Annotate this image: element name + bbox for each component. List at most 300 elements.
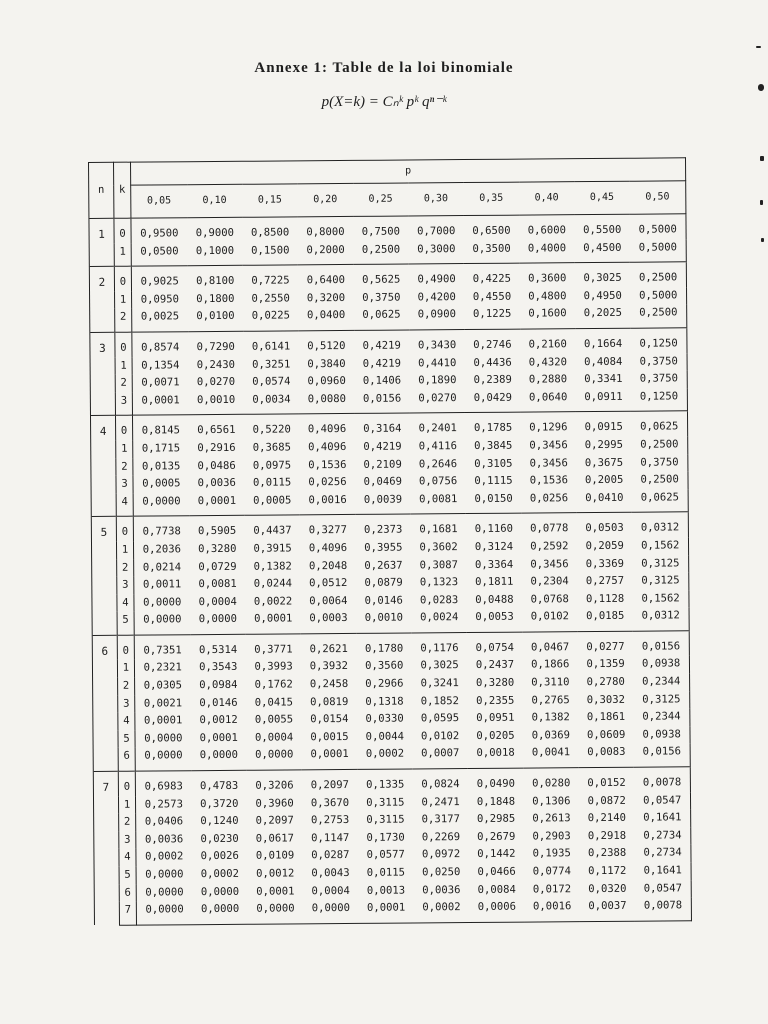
probability-cell: 0,2573 bbox=[144, 797, 184, 811]
probability-cell: 0,0415 bbox=[254, 696, 294, 709]
probability-cell: 0,0001 bbox=[141, 394, 180, 407]
probability-cell: 0,0064 bbox=[309, 594, 348, 607]
probability-cell: 0,5314 bbox=[190, 634, 246, 660]
probability-cell: 0,0250 bbox=[422, 866, 461, 879]
probability-cell: 0,2344 bbox=[633, 673, 689, 691]
probability-cell: 0,0084 bbox=[477, 883, 516, 896]
probability-cell: 0,0016 bbox=[524, 898, 580, 922]
edge-mark bbox=[756, 46, 761, 48]
probability-cell: 0,4219 bbox=[354, 330, 410, 356]
k-cell: 1 bbox=[115, 357, 132, 375]
probability-cell: 0,3110 bbox=[531, 676, 570, 689]
table-group bbox=[89, 214, 686, 267]
probability-cell: 0,2500 bbox=[632, 471, 688, 489]
header-n: n bbox=[89, 162, 114, 218]
probability-cell: 0,3675 bbox=[584, 456, 624, 469]
probability-cell: 0,1160 bbox=[466, 513, 522, 539]
probability-cell: 0,4783 bbox=[191, 770, 247, 796]
probability-cell: 0,3124 bbox=[474, 540, 514, 553]
probability-cell: 0,1500 bbox=[251, 244, 290, 257]
probability-cell: 0,7225 bbox=[243, 265, 299, 291]
probability-cell: 0,4437 bbox=[245, 515, 301, 541]
probability-cell: 0,9500 bbox=[131, 218, 187, 244]
k-cell: 5 bbox=[118, 730, 135, 748]
probability-cell: 0,0000 bbox=[144, 732, 183, 745]
probability-cell: 0,1225 bbox=[472, 308, 512, 321]
probability-cell: 0,2160 bbox=[520, 329, 576, 355]
probability-cell: 0,1800 bbox=[196, 292, 235, 305]
probability-cell: 0,0018 bbox=[476, 747, 515, 760]
probability-cell: 0,2304 bbox=[530, 575, 569, 588]
probability-cell: 0,3200 bbox=[306, 291, 346, 305]
k-cell: 4 bbox=[119, 849, 136, 867]
k-cell: 2 bbox=[117, 559, 134, 577]
k-cell: 2 bbox=[116, 458, 133, 476]
n-cell: 3 bbox=[90, 332, 116, 416]
probability-cell: 0,0469 bbox=[363, 475, 402, 488]
probability-cell: 0,0756 bbox=[418, 475, 458, 488]
probability-cell: 0,0305 bbox=[143, 679, 183, 692]
probability-cell: 0,0640 bbox=[528, 390, 568, 404]
probability-cell: 0,2140 bbox=[587, 812, 627, 825]
probability-cell: 0,0156 bbox=[634, 744, 690, 768]
probability-cell: 0,0270 bbox=[418, 391, 457, 405]
probability-cell: 0,8500 bbox=[242, 217, 298, 243]
probability-cell: 0,0053 bbox=[475, 610, 514, 624]
probability-cell: 0,0150 bbox=[474, 492, 513, 505]
probability-cell: 0,0277 bbox=[578, 631, 634, 657]
probability-cell: 0,6500 bbox=[464, 215, 520, 241]
probability-cell: 0,8574 bbox=[132, 332, 188, 358]
probability-cell: 0,0000 bbox=[145, 868, 184, 881]
probability-cell: 0,2344 bbox=[634, 709, 690, 727]
probability-cell: 0,3845 bbox=[474, 439, 513, 452]
k-cell: 3 bbox=[119, 831, 136, 849]
k-cell: 1 bbox=[115, 291, 132, 309]
probability-cell: 0,0024 bbox=[420, 611, 459, 624]
probability-cell: 0,2388 bbox=[587, 847, 627, 860]
probability-cell: 0,0577 bbox=[366, 848, 405, 862]
n-cell: 1 bbox=[89, 218, 114, 266]
probability-cell: 0,0000 bbox=[198, 613, 238, 626]
probability-cell: 0,3560 bbox=[365, 660, 404, 673]
probability-cell: 0,3960 bbox=[255, 797, 294, 810]
probability-cell: 0,0013 bbox=[366, 884, 406, 897]
probability-cell: 0,0280 bbox=[523, 768, 579, 794]
k-cell: 1 bbox=[116, 441, 133, 459]
binomial-table bbox=[88, 157, 692, 925]
header-k: k bbox=[114, 162, 131, 218]
probability-cell: 0,0595 bbox=[420, 712, 460, 725]
probability-cell: 0,0467 bbox=[522, 632, 578, 658]
probability-cell: 0,0900 bbox=[417, 308, 457, 321]
probability-cell: 0,3602 bbox=[419, 541, 458, 554]
probability-cell: 0,0312 bbox=[632, 512, 688, 538]
probability-cell: 0,5625 bbox=[353, 264, 409, 290]
probability-cell: 0,0312 bbox=[633, 608, 689, 632]
probability-cell: 0,0000 bbox=[144, 749, 183, 763]
probability-cell: 0,0100 bbox=[196, 310, 235, 323]
probability-cell: 0,0146 bbox=[199, 696, 238, 709]
probability-cell: 0,0152 bbox=[579, 767, 635, 793]
probability-cell: 0,2985 bbox=[476, 812, 516, 826]
probability-cell: 0,0004 bbox=[311, 884, 350, 897]
probability-cell: 0,0819 bbox=[309, 695, 349, 708]
probability-cell: 0,0768 bbox=[530, 592, 569, 606]
edge-mark bbox=[760, 156, 764, 161]
k-cell: 0 bbox=[116, 516, 133, 541]
probability-cell: 0,3915 bbox=[253, 542, 292, 555]
probability-cell: 0,0429 bbox=[473, 391, 513, 404]
p-value-header: 0,35 bbox=[463, 182, 519, 215]
probability-cell: 0,0000 bbox=[200, 885, 240, 898]
probability-cell: 0,0156 bbox=[362, 392, 402, 405]
probability-cell: 0,3750 bbox=[632, 454, 688, 472]
probability-cell: 0,3341 bbox=[584, 372, 623, 386]
probability-cell: 0,0225 bbox=[251, 309, 290, 323]
probability-cell: 0,0115 bbox=[366, 866, 406, 879]
probability-cell: 0,8000 bbox=[298, 216, 354, 242]
probability-cell: 0,0911 bbox=[584, 390, 623, 403]
probability-cell: 0,4225 bbox=[464, 263, 520, 289]
probability-cell: 0,0984 bbox=[199, 678, 238, 692]
probability-cell: 0,0466 bbox=[477, 865, 516, 878]
probability-cell: 0,1442 bbox=[477, 848, 516, 861]
probability-cell: 0,2734 bbox=[635, 827, 691, 845]
probability-cell: 0,7000 bbox=[408, 216, 464, 242]
k-cell: 2 bbox=[115, 375, 132, 393]
probability-cell: 0,0824 bbox=[413, 769, 469, 795]
probability-cell: 0,0021 bbox=[143, 696, 183, 710]
probability-cell: 0,3456 bbox=[529, 439, 568, 452]
probability-cell: 0,3955 bbox=[364, 541, 403, 554]
probability-cell: 0,2550 bbox=[251, 292, 290, 305]
probability-cell: 0,1536 bbox=[308, 458, 347, 471]
k-cell: 5 bbox=[117, 612, 134, 635]
page-title: Annexe 1: Table de la loi binomiale bbox=[254, 60, 514, 76]
probability-cell: 0,3840 bbox=[307, 357, 346, 370]
probability-cell: 0,0609 bbox=[586, 728, 626, 741]
probability-cell: 0,0146 bbox=[364, 594, 403, 607]
probability-cell: 0,1296 bbox=[521, 412, 577, 438]
probability-cell: 0,2880 bbox=[528, 373, 568, 386]
table-group bbox=[93, 767, 691, 925]
edge-mark bbox=[760, 200, 763, 205]
probability-cell: 0,0000 bbox=[192, 901, 248, 925]
probability-cell: 0,2918 bbox=[587, 829, 627, 842]
p-value-header: 0,15 bbox=[242, 184, 298, 217]
probability-cell: 0,0938 bbox=[633, 656, 689, 674]
probability-cell: 0,1250 bbox=[631, 328, 687, 354]
probability-cell: 0,7351 bbox=[134, 635, 190, 661]
probability-cell: 0,0960 bbox=[307, 375, 346, 388]
probability-cell: 0,3164 bbox=[355, 413, 411, 439]
probability-cell: 0,2757 bbox=[585, 574, 625, 588]
probability-cell: 0,0037 bbox=[580, 898, 636, 922]
probability-cell: 0,3177 bbox=[421, 813, 460, 826]
probability-cell: 0,1866 bbox=[531, 658, 570, 672]
probability-cell: 0,0185 bbox=[586, 610, 625, 623]
probability-cell: 0,0729 bbox=[198, 560, 237, 573]
probability-cell: 0,0034 bbox=[252, 393, 291, 406]
probability-cell: 0,3369 bbox=[585, 557, 625, 570]
probability-cell: 0,3280 bbox=[475, 676, 515, 690]
p-value-header: 0,20 bbox=[297, 183, 353, 216]
probability-cell: 0,0025 bbox=[140, 310, 180, 323]
probability-cell: 0,0102 bbox=[530, 610, 570, 623]
probability-cell: 0,2321 bbox=[143, 661, 182, 675]
probability-cell: 0,3125 bbox=[634, 691, 690, 709]
probability-cell: 0,1382 bbox=[253, 559, 292, 573]
probability-cell: 0,5220 bbox=[244, 414, 300, 440]
probability-cell: 0,1240 bbox=[200, 815, 239, 828]
probability-cell: 0,3125 bbox=[633, 572, 689, 590]
p-value-header: 0,40 bbox=[519, 182, 575, 215]
probability-cell: 0,4219 bbox=[362, 357, 402, 370]
probability-cell: 0,1730 bbox=[366, 831, 405, 844]
table-group bbox=[89, 262, 686, 332]
probability-cell: 0,1176 bbox=[412, 632, 468, 658]
probability-cell: 0,0154 bbox=[310, 713, 349, 726]
probability-cell: 0,0007 bbox=[421, 747, 460, 760]
probability-cell: 0,6000 bbox=[519, 215, 575, 241]
probability-cell: 0,0081 bbox=[419, 492, 458, 506]
probability-cell: 0,4550 bbox=[472, 290, 512, 303]
probability-cell: 0,0036 bbox=[144, 833, 184, 846]
probability-cell: 0,2500 bbox=[630, 305, 686, 329]
table-row bbox=[94, 897, 691, 925]
probability-cell: 0,1354 bbox=[141, 358, 180, 372]
k-cell: 0 bbox=[117, 635, 134, 660]
probability-cell: 0,0011 bbox=[142, 578, 182, 591]
probability-cell: 0,0006 bbox=[469, 899, 525, 923]
probability-cell: 0,3456 bbox=[529, 456, 568, 470]
probability-cell: 0,4800 bbox=[528, 290, 567, 303]
probability-cell: 0,1406 bbox=[362, 374, 402, 388]
probability-cell: 0,6400 bbox=[298, 265, 354, 291]
probability-cell: 0,3670 bbox=[310, 796, 350, 809]
probability-cell: 0,3280 bbox=[198, 542, 237, 556]
probability-cell: 0,2005 bbox=[584, 473, 624, 487]
probability-cell: 0,0547 bbox=[635, 880, 691, 898]
probability-cell: 0,4116 bbox=[418, 440, 458, 453]
probability-cell: 0,0547 bbox=[634, 792, 690, 810]
probability-cell: 0,1250 bbox=[631, 388, 687, 412]
k-cell: 2 bbox=[115, 309, 132, 332]
probability-cell: 0,7290 bbox=[188, 331, 244, 357]
probability-cell: 0,2389 bbox=[473, 373, 512, 387]
probability-cell: 0,0975 bbox=[252, 458, 292, 472]
probability-cell: 0,3364 bbox=[474, 558, 514, 571]
probability-cell: 0,0488 bbox=[475, 593, 514, 606]
probability-cell: 0,4410 bbox=[418, 356, 457, 369]
probability-cell: 0,1306 bbox=[532, 794, 571, 808]
probability-cell: 0,0490 bbox=[468, 768, 524, 794]
probability-cell: 0,1128 bbox=[585, 592, 625, 605]
probability-cell: 0,3750 bbox=[631, 353, 687, 371]
probability-cell: 0,1715 bbox=[141, 442, 181, 455]
probability-cell: 0,3771 bbox=[246, 634, 302, 660]
k-cell: 0 bbox=[115, 332, 132, 357]
p-values-row bbox=[89, 181, 686, 219]
k-cell: 0 bbox=[115, 416, 132, 441]
probability-cell: 0,2097 bbox=[255, 814, 294, 827]
probability-cell: 0,0000 bbox=[143, 595, 182, 609]
probability-cell: 0,2753 bbox=[310, 814, 350, 827]
probability-cell: 0,2734 bbox=[635, 845, 691, 863]
probability-cell: 0,1000 bbox=[195, 244, 235, 257]
probability-cell: 0,0022 bbox=[253, 595, 293, 608]
probability-cell: 0,7500 bbox=[353, 216, 409, 242]
probability-cell: 0,4950 bbox=[583, 289, 622, 302]
probability-cell: 0,0256 bbox=[529, 491, 569, 505]
probability-cell: 0,1664 bbox=[575, 328, 631, 354]
probability-cell: 0,0005 bbox=[253, 494, 292, 507]
n-cell: 5 bbox=[91, 517, 117, 636]
p-value-header: 0,05 bbox=[131, 185, 187, 218]
probability-cell: 0,0872 bbox=[587, 794, 626, 807]
binomial-formula: p(X=k) = Cₙᵏ pᵏ qⁿ⁻ᵏ bbox=[321, 94, 447, 110]
probability-cell: 0,2000 bbox=[306, 243, 345, 256]
n-cell: 7 bbox=[93, 771, 119, 925]
probability-cell: 0,1600 bbox=[528, 307, 567, 320]
n-cell: 2 bbox=[89, 266, 115, 332]
probability-cell: 0,2025 bbox=[583, 307, 623, 320]
probability-cell: 0,0043 bbox=[311, 866, 350, 880]
probability-cell: 0,5905 bbox=[189, 516, 245, 542]
probability-cell: 0,1359 bbox=[586, 658, 625, 671]
probability-cell: 0,1562 bbox=[632, 537, 688, 555]
probability-cell: 0,0214 bbox=[142, 560, 182, 574]
probability-cell: 0,0400 bbox=[306, 309, 346, 322]
probability-cell: 0,2916 bbox=[197, 441, 236, 455]
k-cell: 3 bbox=[118, 695, 135, 713]
probability-cell: 0,0000 bbox=[303, 900, 359, 924]
probability-cell: 0,0574 bbox=[252, 375, 291, 388]
probability-cell: 0,2269 bbox=[421, 830, 461, 844]
k-cell: 3 bbox=[116, 476, 133, 494]
probability-cell: 0,0109 bbox=[255, 849, 295, 863]
probability-cell: 0,1681 bbox=[411, 514, 467, 540]
n-cell: 4 bbox=[90, 416, 116, 517]
probability-cell: 0,1641 bbox=[634, 810, 690, 828]
probability-cell: 0,3241 bbox=[420, 677, 459, 690]
probability-cell: 0,0287 bbox=[311, 849, 350, 862]
probability-cell: 0,1762 bbox=[254, 678, 293, 691]
probability-cell: 0,0015 bbox=[310, 730, 349, 744]
probability-cell: 0,4219 bbox=[363, 440, 402, 453]
probability-cell: 0,3025 bbox=[575, 262, 631, 288]
probability-cell: 0,4900 bbox=[409, 264, 465, 290]
probability-cell: 0,2437 bbox=[475, 659, 515, 672]
k-cell: 2 bbox=[118, 678, 135, 696]
probability-cell: 0,4436 bbox=[473, 356, 512, 369]
probability-cell: 0,2471 bbox=[421, 795, 460, 809]
table-group bbox=[92, 631, 690, 772]
probability-cell: 0,0625 bbox=[362, 308, 401, 322]
k-cell: 1 bbox=[114, 243, 131, 266]
probability-cell: 0,0036 bbox=[197, 476, 236, 490]
probability-cell: 0,9025 bbox=[131, 266, 187, 292]
probability-cell: 0,0951 bbox=[476, 711, 515, 725]
probability-cell: 0,0000 bbox=[255, 748, 294, 762]
probability-cell: 0,3032 bbox=[586, 693, 626, 706]
probability-cell: 0,3750 bbox=[362, 291, 401, 304]
probability-cell: 0,3277 bbox=[300, 515, 356, 541]
probability-cell: 0,0012 bbox=[256, 867, 295, 880]
probability-cell: 0,0004 bbox=[198, 595, 237, 608]
probability-cell: 0,2373 bbox=[355, 514, 411, 540]
probability-cell: 0,0078 bbox=[634, 767, 690, 793]
probability-cell: 0,0081 bbox=[198, 577, 237, 591]
probability-cell: 0,0003 bbox=[309, 612, 348, 625]
probability-cell: 0,0270 bbox=[196, 376, 236, 389]
probability-cell: 0,2621 bbox=[301, 633, 357, 659]
probability-cell: 0,0205 bbox=[476, 729, 515, 742]
probability-cell: 0,0369 bbox=[531, 729, 571, 742]
p-value-header: 0,45 bbox=[574, 181, 630, 214]
probability-cell: 0,0230 bbox=[200, 832, 239, 845]
probability-cell: 0,0010 bbox=[196, 393, 236, 406]
probability-cell: 0,0000 bbox=[136, 901, 192, 925]
probability-cell: 0,1852 bbox=[420, 694, 460, 708]
probability-cell: 0,0010 bbox=[364, 611, 404, 625]
k-cell: 0 bbox=[118, 771, 135, 796]
probability-cell: 0,0503 bbox=[577, 513, 633, 539]
probability-cell: 0,0002 bbox=[145, 850, 184, 863]
probability-cell: 0,0778 bbox=[521, 513, 577, 539]
probability-cell: 0,0156 bbox=[633, 631, 689, 657]
probability-cell: 0,2458 bbox=[309, 678, 349, 691]
probability-cell: 0,0915 bbox=[576, 412, 632, 438]
probability-cell: 0,2401 bbox=[410, 413, 466, 439]
probability-cell: 0,3115 bbox=[366, 813, 405, 827]
probability-cell: 0,0330 bbox=[365, 712, 404, 726]
probability-cell: 0,6561 bbox=[189, 415, 245, 441]
probability-cell: 0,0406 bbox=[144, 815, 184, 828]
probability-cell: 0,5000 bbox=[630, 239, 686, 263]
table-group bbox=[90, 411, 688, 517]
k-cell: 2 bbox=[119, 814, 136, 832]
probability-cell: 0,3025 bbox=[420, 659, 459, 672]
probability-cell: 0,1780 bbox=[356, 633, 412, 659]
probability-cell: 0,0625 bbox=[631, 411, 687, 437]
probability-cell: 0,0001 bbox=[199, 731, 238, 744]
probability-cell: 0,3456 bbox=[530, 557, 569, 571]
probability-cell: 0,5500 bbox=[574, 214, 630, 240]
probability-cell: 0,4096 bbox=[308, 541, 348, 555]
probability-cell: 0,0500 bbox=[140, 244, 179, 258]
probability-cell: 0,1335 bbox=[357, 769, 413, 795]
probability-cell: 0,1890 bbox=[418, 374, 457, 387]
probability-cell: 0,0002 bbox=[414, 899, 470, 923]
probability-cell: 0,5000 bbox=[630, 287, 686, 305]
probability-cell: 0,0625 bbox=[632, 489, 688, 513]
probability-cell: 0,1641 bbox=[635, 862, 691, 880]
k-cell: 5 bbox=[119, 867, 136, 885]
probability-cell: 0,1382 bbox=[531, 711, 570, 724]
probability-cell: 0,4320 bbox=[528, 355, 568, 369]
probability-cell: 0,2592 bbox=[530, 540, 569, 553]
probability-cell: 0,0083 bbox=[587, 746, 626, 759]
probability-cell: 0,6141 bbox=[243, 331, 299, 357]
k-cell: 1 bbox=[117, 660, 134, 678]
probability-cell: 0,4200 bbox=[417, 290, 456, 304]
probability-cell: 0,1811 bbox=[475, 575, 514, 589]
probability-cell: 0,1147 bbox=[311, 831, 350, 845]
probability-cell: 0,4096 bbox=[307, 440, 347, 454]
k-cell: 1 bbox=[118, 796, 135, 814]
